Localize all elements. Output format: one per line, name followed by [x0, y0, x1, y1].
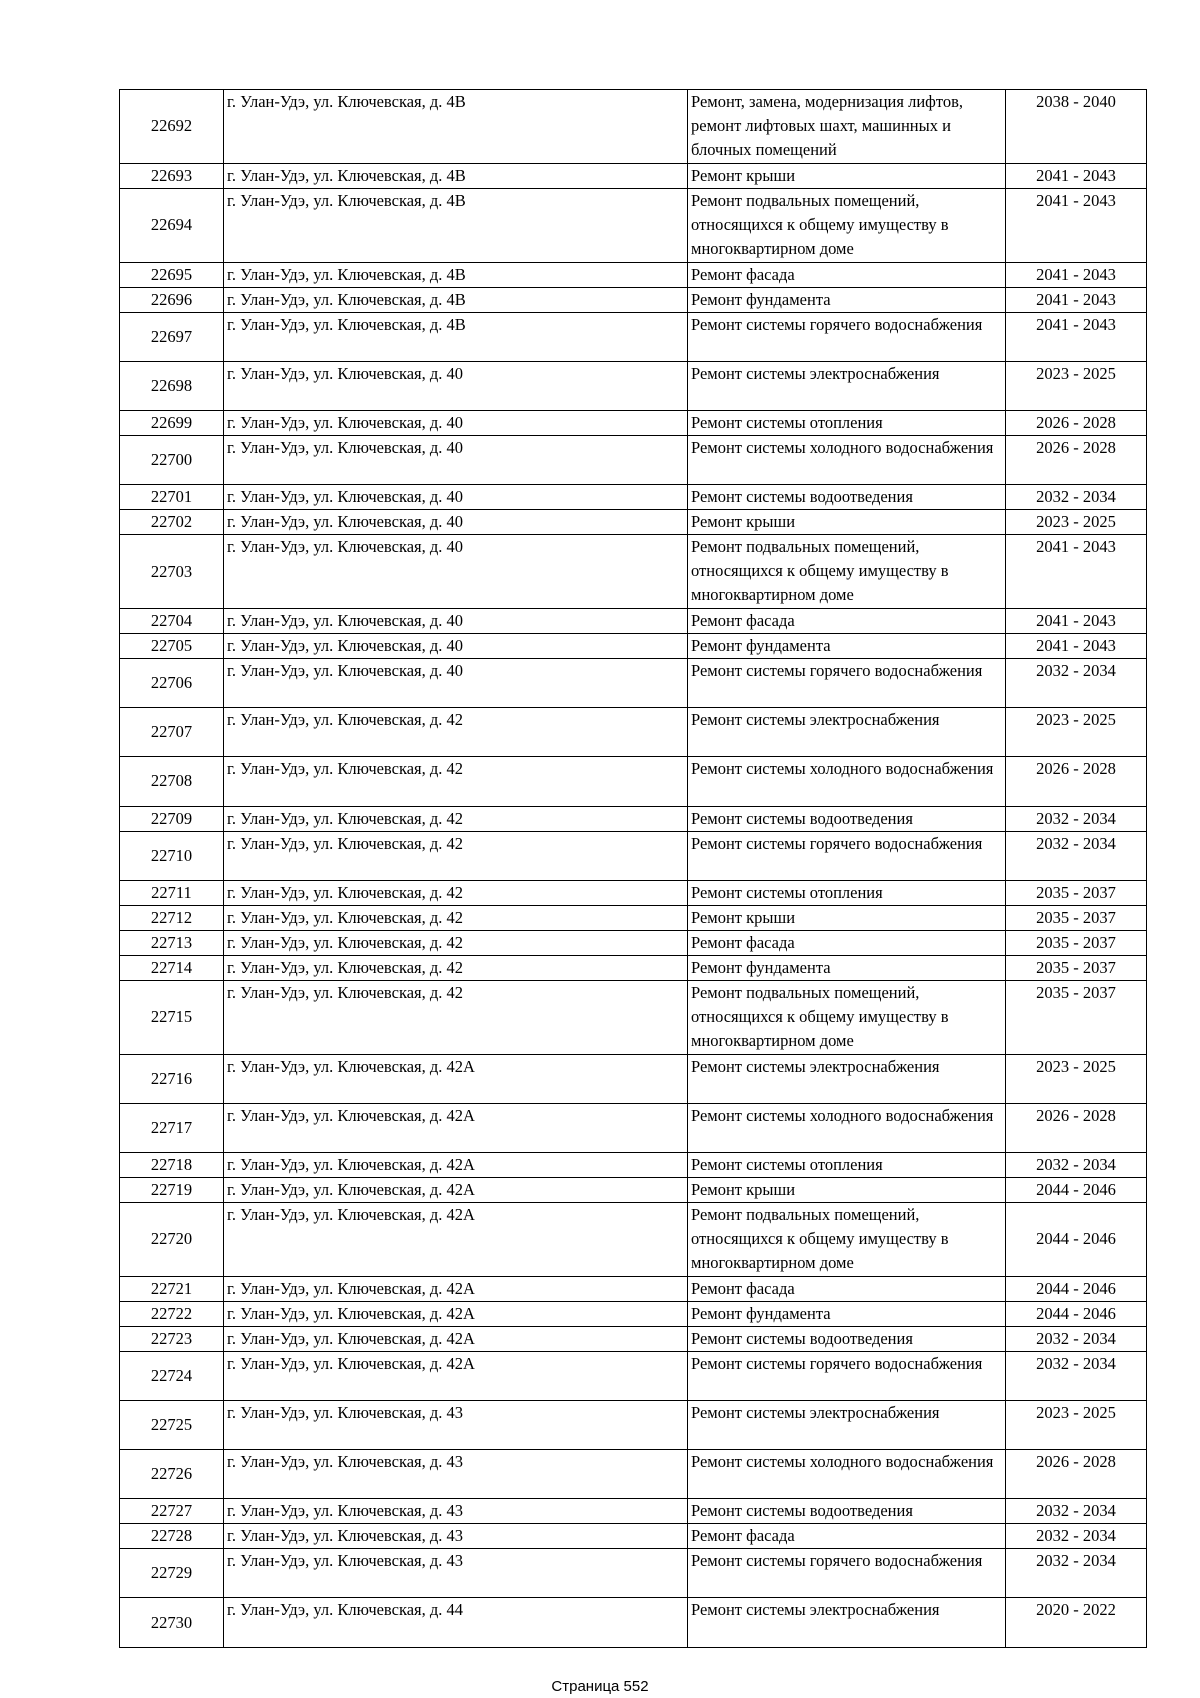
table-row: [120, 90, 1147, 164]
address-cell: г. Улан-Удэ, ул. Ключевская, д. 42А: [224, 1326, 688, 1351]
row-number: 22692: [120, 90, 224, 164]
table-row: [120, 1326, 1147, 1351]
table-row: [120, 806, 1147, 831]
work-type-cell: Ремонт фасада: [688, 608, 1006, 633]
row-number: 22700: [120, 435, 224, 484]
work-type-cell: Ремонт фундамента: [688, 287, 1006, 312]
address-cell: г. Улан-Удэ, ул. Ключевская, д. 43: [224, 1549, 688, 1598]
period-cell: 2023 - 2025: [1006, 1400, 1147, 1449]
row-number: 22721: [120, 1276, 224, 1301]
table-row: [120, 930, 1147, 955]
row-number: 22730: [120, 1598, 224, 1647]
period-cell: 2032 - 2034: [1006, 658, 1147, 707]
address-cell: г. Улан-Удэ, ул. Ключевская, д. 42: [224, 708, 688, 757]
row-number: 22698: [120, 361, 224, 410]
address-cell: г. Улан-Удэ, ул. Ключевская, д. 42: [224, 905, 688, 930]
row-number: 22720: [120, 1202, 224, 1276]
period-cell: 2032 - 2034: [1006, 831, 1147, 880]
address-cell: г. Улан-Удэ, ул. Ключевская, д. 4В: [224, 188, 688, 262]
work-type-cell: Ремонт крыши: [688, 510, 1006, 535]
row-number: 22697: [120, 312, 224, 361]
work-type-cell: Ремонт крыши: [688, 1177, 1006, 1202]
repair-schedule-table: [119, 89, 1147, 1648]
work-type-cell: Ремонт системы отопления: [688, 1152, 1006, 1177]
period-cell: 2032 - 2034: [1006, 1524, 1147, 1549]
work-type-cell: Ремонт системы электроснабжения: [688, 1400, 1006, 1449]
work-type-cell: Ремонт подвальных помещений, относящихся к общему имуществу в многоквартирном доме: [688, 188, 1006, 262]
period-cell: 2044 - 2046: [1006, 1301, 1147, 1326]
period-cell: 2035 - 2037: [1006, 955, 1147, 980]
table-row: [120, 485, 1147, 510]
work-type-cell: Ремонт системы электроснабжения: [688, 1598, 1006, 1647]
table-row: [120, 1276, 1147, 1301]
address-cell: г. Улан-Удэ, ул. Ключевская, д. 40: [224, 658, 688, 707]
table-row: [120, 435, 1147, 484]
work-type-cell: Ремонт системы водоотведения: [688, 806, 1006, 831]
address-cell: г. Улан-Удэ, ул. Ключевская, д. 42А: [224, 1054, 688, 1103]
period-cell: 2032 - 2034: [1006, 1549, 1147, 1598]
work-type-cell: Ремонт подвальных помещений, относящихся к общему имуществу в многоквартирном доме: [688, 535, 1006, 609]
table-row: [120, 1351, 1147, 1400]
address-cell: г. Улан-Удэ, ул. Ключевская, д. 4В: [224, 90, 688, 164]
table-row: [120, 163, 1147, 188]
work-type-cell: Ремонт системы горячего водоснабжения: [688, 1549, 1006, 1598]
table-row: [120, 312, 1147, 361]
table-row: [120, 361, 1147, 410]
row-number: 22729: [120, 1549, 224, 1598]
address-cell: г. Улан-Удэ, ул. Ключевская, д. 4В: [224, 262, 688, 287]
row-number: 22727: [120, 1499, 224, 1524]
work-type-cell: Ремонт, замена, модернизация лифтов, ремонт лифтовых шахт, машинных и блочных помещений: [688, 90, 1006, 164]
row-number: 22695: [120, 262, 224, 287]
period-cell: 2023 - 2025: [1006, 708, 1147, 757]
row-number: 22707: [120, 708, 224, 757]
address-cell: г. Улан-Удэ, ул. Ключевская, д. 42А: [224, 1276, 688, 1301]
period-cell: 2035 - 2037: [1006, 905, 1147, 930]
table-row: [120, 1549, 1147, 1598]
work-type-cell: Ремонт фасада: [688, 262, 1006, 287]
period-cell: 2026 - 2028: [1006, 757, 1147, 806]
table-row: [120, 1450, 1147, 1499]
period-cell: 2023 - 2025: [1006, 361, 1147, 410]
period-cell: 2044 - 2046: [1006, 1276, 1147, 1301]
period-cell: 2035 - 2037: [1006, 980, 1147, 1054]
table-row: [120, 880, 1147, 905]
period-cell: 2041 - 2043: [1006, 312, 1147, 361]
work-type-cell: Ремонт системы холодного водоснабжения: [688, 435, 1006, 484]
work-type-cell: Ремонт системы водоотведения: [688, 1326, 1006, 1351]
table-row: [120, 658, 1147, 707]
row-number: 22694: [120, 188, 224, 262]
period-cell: 2026 - 2028: [1006, 435, 1147, 484]
period-cell: 2032 - 2034: [1006, 806, 1147, 831]
table-row: [120, 1301, 1147, 1326]
row-number: 22719: [120, 1177, 224, 1202]
work-type-cell: Ремонт системы водоотведения: [688, 1499, 1006, 1524]
address-cell: г. Улан-Удэ, ул. Ключевская, д. 42А: [224, 1351, 688, 1400]
work-type-cell: Ремонт системы холодного водоснабжения: [688, 1103, 1006, 1152]
table-row: [120, 757, 1147, 806]
work-type-cell: Ремонт системы горячего водоснабжения: [688, 1351, 1006, 1400]
row-number: 22704: [120, 608, 224, 633]
work-type-cell: Ремонт подвальных помещений, относящихся к общему имуществу в многоквартирном доме: [688, 980, 1006, 1054]
work-type-cell: Ремонт системы горячего водоснабжения: [688, 312, 1006, 361]
period-cell: 2044 - 2046: [1006, 1177, 1147, 1202]
address-cell: г. Улан-Удэ, ул. Ключевская, д. 42А: [224, 1177, 688, 1202]
address-cell: г. Улан-Удэ, ул. Ключевская, д. 40: [224, 510, 688, 535]
address-cell: г. Улан-Удэ, ул. Ключевская, д. 4В: [224, 163, 688, 188]
period-cell: 2032 - 2034: [1006, 1152, 1147, 1177]
row-number: 22722: [120, 1301, 224, 1326]
period-cell: 2041 - 2043: [1006, 608, 1147, 633]
row-number: 22723: [120, 1326, 224, 1351]
row-number: 22712: [120, 905, 224, 930]
address-cell: г. Улан-Удэ, ул. Ключевская, д. 42А: [224, 1152, 688, 1177]
work-type-cell: Ремонт системы горячего водоснабжения: [688, 831, 1006, 880]
table-row: [120, 510, 1147, 535]
work-type-cell: Ремонт крыши: [688, 905, 1006, 930]
address-cell: г. Улан-Удэ, ул. Ключевская, д. 42: [224, 955, 688, 980]
period-cell: 2023 - 2025: [1006, 1054, 1147, 1103]
address-cell: г. Улан-Удэ, ул. Ключевская, д. 42: [224, 757, 688, 806]
address-cell: г. Улан-Удэ, ул. Ключевская, д. 40: [224, 608, 688, 633]
address-cell: г. Улан-Удэ, ул. Ключевская, д. 42: [224, 880, 688, 905]
table-row: [120, 1054, 1147, 1103]
table-row: [120, 262, 1147, 287]
work-type-cell: Ремонт фундамента: [688, 955, 1006, 980]
address-cell: г. Улан-Удэ, ул. Ключевская, д. 42: [224, 930, 688, 955]
row-number: 22717: [120, 1103, 224, 1152]
address-cell: г. Улан-Удэ, ул. Ключевская, д. 43: [224, 1524, 688, 1549]
row-number: 22696: [120, 287, 224, 312]
table-row: [120, 1598, 1147, 1647]
address-cell: г. Улан-Удэ, ул. Ключевская, д. 42: [224, 831, 688, 880]
work-type-cell: Ремонт системы холодного водоснабжения: [688, 757, 1006, 806]
period-cell: 2041 - 2043: [1006, 535, 1147, 609]
row-number: 22728: [120, 1524, 224, 1549]
address-cell: г. Улан-Удэ, ул. Ключевская, д. 40: [224, 435, 688, 484]
work-type-cell: Ремонт системы отопления: [688, 410, 1006, 435]
address-cell: г. Улан-Удэ, ул. Ключевская, д. 40: [224, 485, 688, 510]
row-number: 22701: [120, 485, 224, 510]
work-type-cell: Ремонт фасада: [688, 1524, 1006, 1549]
work-type-cell: Ремонт системы электроснабжения: [688, 708, 1006, 757]
period-cell: 2023 - 2025: [1006, 510, 1147, 535]
period-cell: 2035 - 2037: [1006, 880, 1147, 905]
table-row: [120, 188, 1147, 262]
table-row: [120, 831, 1147, 880]
work-type-cell: Ремонт фасада: [688, 930, 1006, 955]
table-row: [120, 1103, 1147, 1152]
table-row: [120, 1202, 1147, 1276]
work-type-cell: Ремонт системы электроснабжения: [688, 1054, 1006, 1103]
period-cell: 2032 - 2034: [1006, 1499, 1147, 1524]
period-cell: 2038 - 2040: [1006, 90, 1147, 164]
table-row: [120, 410, 1147, 435]
row-number: 22709: [120, 806, 224, 831]
work-type-cell: Ремонт системы холодного водоснабжения: [688, 1450, 1006, 1499]
period-cell: 2041 - 2043: [1006, 262, 1147, 287]
row-number: 22725: [120, 1400, 224, 1449]
row-number: 22726: [120, 1450, 224, 1499]
period-cell: 2026 - 2028: [1006, 1103, 1147, 1152]
work-type-cell: Ремонт подвальных помещений, относящихся к общему имуществу в многоквартирном доме: [688, 1202, 1006, 1276]
address-cell: г. Улан-Удэ, ул. Ключевская, д. 4В: [224, 312, 688, 361]
period-cell: 2041 - 2043: [1006, 188, 1147, 262]
row-number: 22711: [120, 880, 224, 905]
period-cell: 2032 - 2034: [1006, 1351, 1147, 1400]
address-cell: г. Улан-Удэ, ул. Ключевская, д. 40: [224, 410, 688, 435]
row-number: 22718: [120, 1152, 224, 1177]
row-number: 22703: [120, 535, 224, 609]
period-cell: 2032 - 2034: [1006, 1326, 1147, 1351]
table-row: [120, 980, 1147, 1054]
row-number: 22710: [120, 831, 224, 880]
table-row: [120, 1152, 1147, 1177]
table-row: [120, 287, 1147, 312]
period-cell: 2026 - 2028: [1006, 1450, 1147, 1499]
work-type-cell: Ремонт фундамента: [688, 1301, 1006, 1326]
address-cell: г. Улан-Удэ, ул. Ключевская, д. 40: [224, 361, 688, 410]
address-cell: г. Улан-Удэ, ул. Ключевская, д. 43: [224, 1499, 688, 1524]
address-cell: г. Улан-Удэ, ул. Ключевская, д. 43: [224, 1400, 688, 1449]
table-row: [120, 1400, 1147, 1449]
address-cell: г. Улан-Удэ, ул. Ключевская, д. 42: [224, 980, 688, 1054]
address-cell: г. Улан-Удэ, ул. Ключевская, д. 4В: [224, 287, 688, 312]
table-row: [120, 633, 1147, 658]
table-row: [120, 955, 1147, 980]
period-cell: 2041 - 2043: [1006, 163, 1147, 188]
period-cell: 2020 - 2022: [1006, 1598, 1147, 1647]
row-number: 22724: [120, 1351, 224, 1400]
work-type-cell: Ремонт фасада: [688, 1276, 1006, 1301]
period-cell: 2035 - 2037: [1006, 930, 1147, 955]
period-cell: 2032 - 2034: [1006, 485, 1147, 510]
table-row: [120, 535, 1147, 609]
page-number: Страница 552: [551, 1678, 649, 1695]
address-cell: г. Улан-Удэ, ул. Ключевская, д. 43: [224, 1450, 688, 1499]
address-cell: г. Улан-Удэ, ул. Ключевская, д. 40: [224, 633, 688, 658]
address-cell: г. Улан-Удэ, ул. Ключевская, д. 42А: [224, 1202, 688, 1276]
row-number: 22702: [120, 510, 224, 535]
row-number: 22713: [120, 930, 224, 955]
table-row: [120, 708, 1147, 757]
work-type-cell: Ремонт системы водоотведения: [688, 485, 1006, 510]
row-number: 22706: [120, 658, 224, 707]
row-number: 22699: [120, 410, 224, 435]
work-type-cell: Ремонт системы горячего водоснабжения: [688, 658, 1006, 707]
work-type-cell: Ремонт фундамента: [688, 633, 1006, 658]
table-row: [120, 608, 1147, 633]
address-cell: г. Улан-Удэ, ул. Ключевская, д. 40: [224, 535, 688, 609]
work-type-cell: Ремонт крыши: [688, 163, 1006, 188]
row-number: 22693: [120, 163, 224, 188]
period-cell: 2026 - 2028: [1006, 410, 1147, 435]
row-number: 22716: [120, 1054, 224, 1103]
address-cell: г. Улан-Удэ, ул. Ключевская, д. 44: [224, 1598, 688, 1647]
table-row: [120, 1177, 1147, 1202]
address-cell: г. Улан-Удэ, ул. Ключевская, д. 42А: [224, 1301, 688, 1326]
table-row: [120, 1499, 1147, 1524]
table-row: [120, 905, 1147, 930]
period-cell: 2041 - 2043: [1006, 287, 1147, 312]
repair-schedule-body: [120, 90, 1147, 1648]
address-cell: г. Улан-Удэ, ул. Ключевская, д. 42: [224, 806, 688, 831]
table-row: [120, 1524, 1147, 1549]
work-type-cell: Ремонт системы отопления: [688, 880, 1006, 905]
period-cell: 2044 - 2046: [1006, 1202, 1147, 1276]
row-number: 22715: [120, 980, 224, 1054]
address-cell: г. Улан-Удэ, ул. Ключевская, д. 42А: [224, 1103, 688, 1152]
row-number: 22705: [120, 633, 224, 658]
work-type-cell: Ремонт системы электроснабжения: [688, 361, 1006, 410]
row-number: 22708: [120, 757, 224, 806]
row-number: 22714: [120, 955, 224, 980]
period-cell: 2041 - 2043: [1006, 633, 1147, 658]
